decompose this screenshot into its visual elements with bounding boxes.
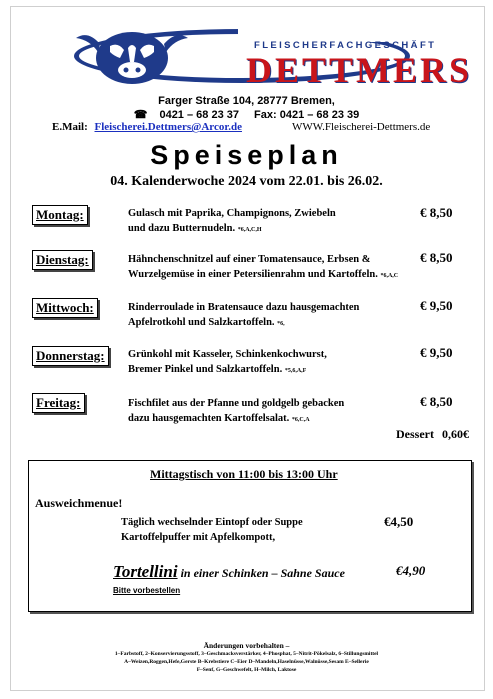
day-label-wednesday: Mittwoch: [32,298,98,318]
email-label: E.Mail: [52,121,88,133]
logo-subtitle: FLEISCHERFACHGESCHÄFT [254,40,437,51]
allergens: *6,A,C,H [237,227,262,233]
footer-allergens-2: F–Senf, G–Geschwefelt, H–Milch, Laktose [196,667,297,673]
dish-line: dazu hausgemachten Kartoffelsalat. *6,C,A [128,413,310,424]
phone-number: 0421 – 68 23 37 [159,109,239,121]
preorder-note: Bitte vorbestellen [113,586,181,595]
page-title: Speiseplan [150,140,343,170]
day-label-monday: Montag: [32,205,88,225]
dish-thursday [128,347,418,379]
email-web-row [52,121,431,133]
lunch-heading: Mittagstisch von 11:00 bis 13:00 Uhr [150,467,338,481]
dish-tuesday [128,252,428,284]
lunch-box [28,460,472,612]
footer-additives: 1–Farbstoff, 2–Konservierungsstoff, 3–Geschmacksverstärker, 4–Phosphat, 5–Nitrit-Pökelsalz, 6–Stillungsmittel [114,651,379,657]
day-label-friday: Freitag: [32,393,85,413]
special-price: €4,90 [396,563,426,578]
dish-line: Gulasch mit Paprika, Champignons, Zwiebeln [128,208,336,219]
dish-line: Grünkohl mit Kasseler, Schinkenkochwurst, [128,349,327,360]
dish-line: Apfelrotkohl und Salzkartoffeln. *6, [128,317,285,328]
page-subtitle: 04. Kalenderwoche 2024 vom 22.01. bis 26.02. [110,174,383,189]
footer-allergens: A–Weizen,Roggen,Hefe,Gerste B–Krebstiere C–Eier D–Mandeln,Haselnüsse,Walnüsse,Sesam E–Sellerie [124,659,369,665]
address: Farger Straße 104, 28777 Bremen, [158,95,335,107]
dessert-label: Dessert [396,427,434,441]
dish-line: Täglich wechselnder Eintopf oder Suppe [121,517,303,528]
special-name: Tortellini [113,562,178,581]
alternative-price: €4,50 [384,514,414,529]
phone-icon: ☎ [133,109,148,121]
dish-line: Bremer Pinkel und Salzkartoffeln. *5,6,A,F [128,364,307,375]
day-label-tuesday: Dienstag: [32,250,93,270]
dish-line: und dazu Butternudeln. *6,A,C,H [128,223,262,234]
alternative-dish [121,515,303,545]
price-friday: € 8,50 [420,394,453,409]
dish-line: Fischfilet aus der Pfanne und goldgelb gebacken [128,398,345,409]
day-label-thursday: Donnerstag: [32,346,109,366]
dish-friday [128,396,418,428]
price-monday: € 8,50 [420,205,453,220]
allergens: *6,C,A [291,417,310,423]
dish-line: Wurzelgemüse in einer Petersilienrahm und Kartoffeln. *6,A,C [128,269,399,280]
email-link[interactable]: Fleischerei.Dettmers@Arcor.de [94,121,242,133]
website: WWW.Fleischerei-Dettmers.de [292,121,431,133]
special-dish [113,562,426,582]
price-wednesday: € 9,50 [420,298,453,313]
dish-monday [128,206,418,238]
allergens: *6,A,C [380,273,399,279]
dish-line: Kartoffelpuffer mit Apfelkompott, [121,532,276,543]
dessert-row [396,427,469,442]
allergens: *5,6,A,F [284,368,307,374]
phone-fax-row [0,108,493,121]
footer-changes: Änderungen vorbehalten – [203,641,290,650]
dessert-price: 0,60€ [441,427,469,441]
logo-name: DETTMERS [246,50,473,90]
dish-line: Rinderroulade in Bratensauce dazu hausgemachten [128,302,360,313]
special-description: in einer Schinken – Sahne Sauce [180,566,345,580]
alternative-menu-title: Ausweichmenue! [35,496,123,510]
dish-wednesday [128,300,418,332]
fax-number: Fax: 0421 – 68 23 39 [254,109,360,121]
price-thursday: € 9,50 [420,345,453,360]
price-tuesday: € 8,50 [420,250,453,265]
dish-line: Hähnchenschnitzel auf einer Tomatensauce, Erbsen & [128,254,371,265]
allergens: *6, [277,321,285,327]
dettmers-logo [70,18,473,90]
